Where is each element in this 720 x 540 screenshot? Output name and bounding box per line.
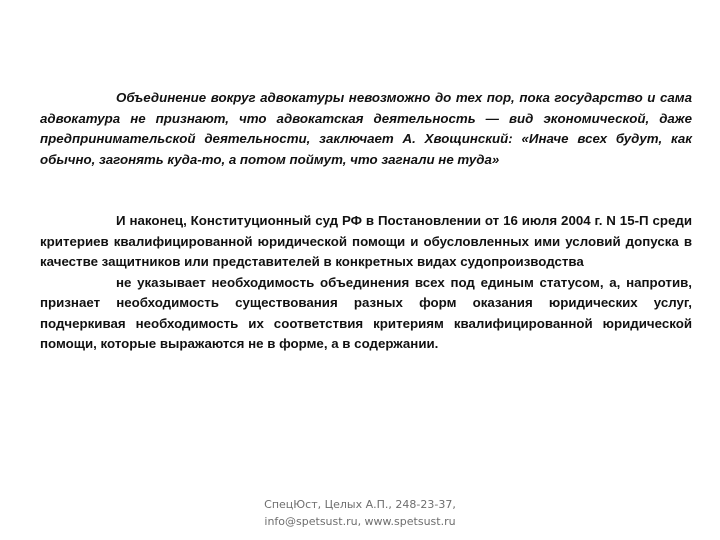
footer-contact-line: СпецЮст, Целых А.П., 248-23-37, <box>264 498 456 511</box>
footer-web-line: info@spetsust.ru, www.spetsust.ru <box>264 515 456 528</box>
quote-text: Объединение вокруг адвокатуры невозможно до тех пор, пока государство и сама адвокатура не признают, что адвокатская деятельность — вид экономической, даже предпринимательской деятельности, заключает А. Хвощинский: «Иначе всех будут, как обычно, загонять куда-то, а потом поймут, что загнали не туда» <box>40 90 692 167</box>
footer <box>0 496 720 530</box>
quote-block <box>40 88 692 170</box>
court-ruling-block <box>40 211 692 355</box>
court-ruling-conclusion: не указывает необходимость объединения всех под единым статусом, а, напротив, признает необходимость существования разных форм оказания юридических услуг, подчеркивая необходимость их соответствия критериям квалифицированной юридической помощи, которые выражаются не в форме, а в содержании. <box>40 274 692 351</box>
court-ruling-paragraph: И наконец, Конституционный суд РФ в Постановлении от 16 июля 2004 г. N 15-П среди критериев квалифицированной юридической помощи и обусловленных ими условий допуска в качестве защитников или представителей в конкретных видах судопроизводства <box>40 213 692 269</box>
